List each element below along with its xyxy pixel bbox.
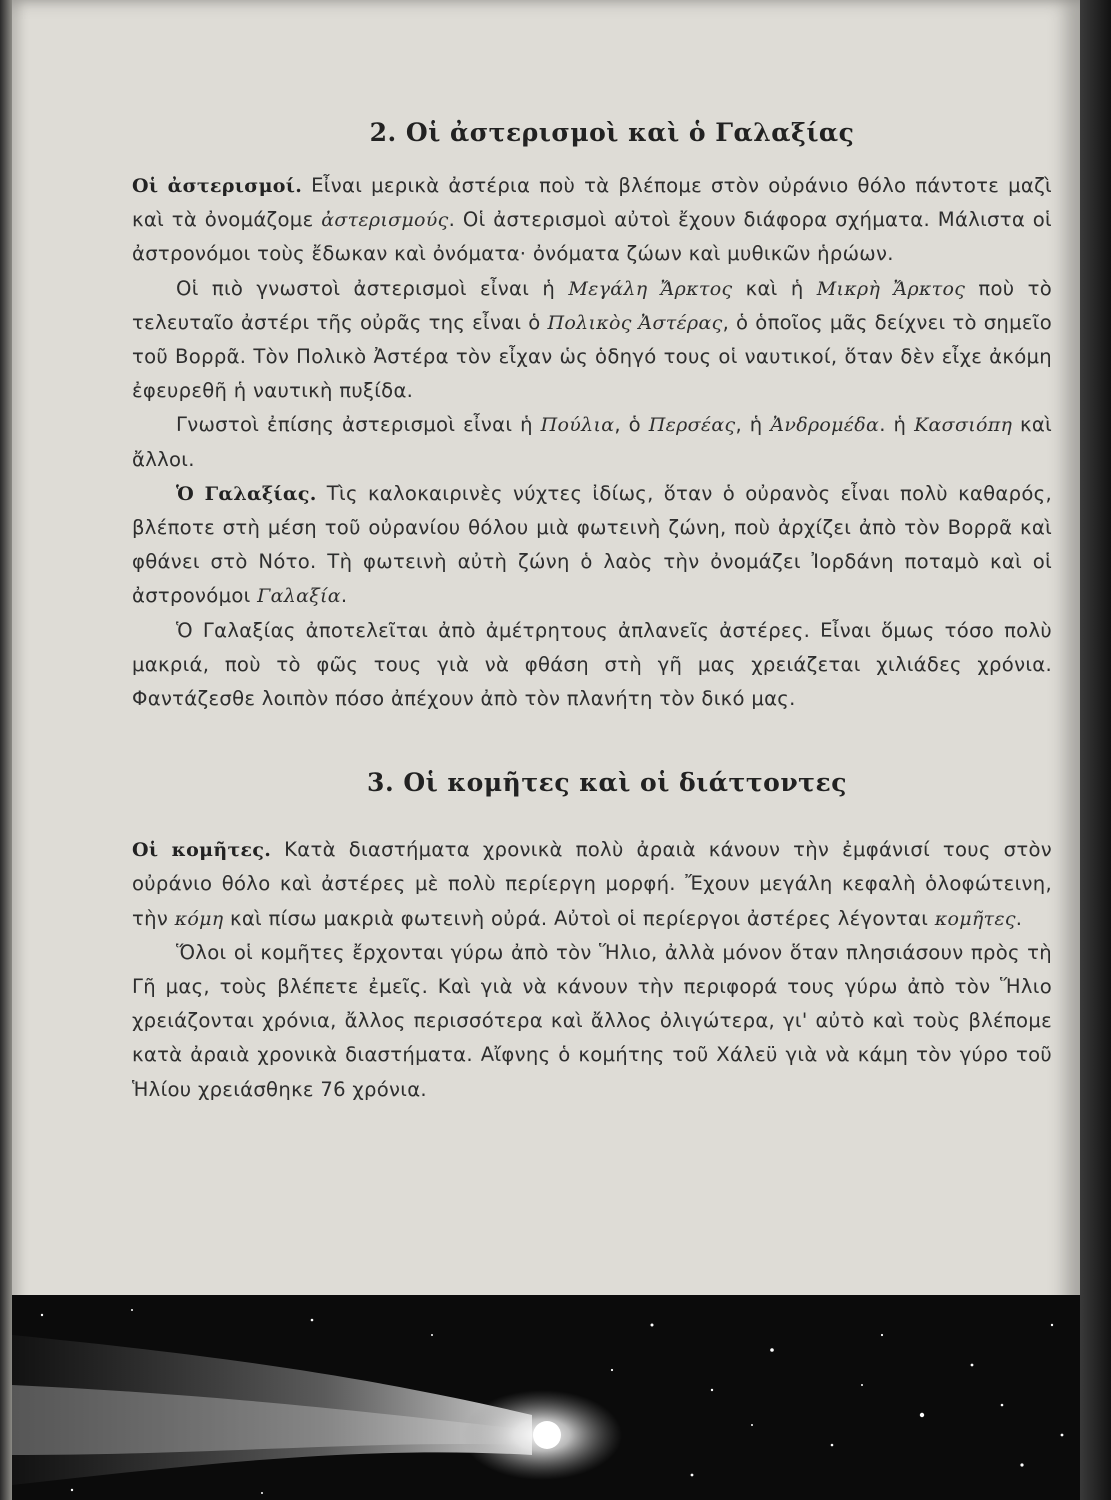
paragraph-comets: Οἱ κομῆτες. Κατὰ διαστήματα χρονικὰ πολὺ ἀραιὰ κάνουν τὴν ἐμφάνισί τους στὸν οὐράνιο θόλο καὶ ἀστέρες μὲ πολὺ περίεργη μορφή. Ἔχουν μεγάλη κεφαλὴ ὁλοφώτεινη, τὴν κόμη καὶ πίσω μακριὰ φωτεινὴ οὐρά. Αὐτοὶ οἱ περίεργοι ἀστέρες λέγονται κομῆτες. [132,838,1053,930]
page-left-shadow [0,0,12,1500]
book-page [12,0,1080,1500]
paragraph-galaxy: Ὁ Γαλαξίας. Τὶς καλοκαιρινὲς νύχτες ἰδίως, ὅταν ὁ οὐρανὸς εἶναι πολὺ καθαρός, βλέποτε στὴ μέση τοῦ οὐρανίου θόλου μιὰ φωτεινὴ ζώνη, ποὺ ἀρχίζει ἀπὸ τὸν Βορρᾶ καὶ φθάνει στὸ Νότο. Τὴ φωτεινὴ αὐτὴ ζώνη ὁ λαὸς τὴν ὀνομάζει Ἰορδάνη ποταμὸ καὶ οἱ ἀστρονόμοι Γαλαξία. [132,481,1052,608]
paragraph-galaxy-stars: Ὁ Γαλαξίας ἀποτελεῖται ἀπὸ ἀμέτρητους ἀπλανεῖς ἀστέρες. Εἶναι ὅμως τόσο πολὺ μακριά, ποὺ τὸ φῶς τους γιὰ νὰ φθάση στὴ γῆ μας χρειάζεται χιλιάδες χρόνια. Φαντάζεσθε λοιπὸν πόσο ἀπέχουν ἀπὸ τὸν πλανήτη τὸν δικό μας. [132,618,1052,711]
lead-term: Ὁ Γαλαξίας. [176,482,317,505]
lead-term: Οἱ ἀστερισμοί. [132,175,303,197]
section-heading-constellations: 2. Οἱ ἀστερισμοὶ καὶ ὁ Γαλαξίας [369,118,855,147]
page-content [132,118,1052,1107]
section-heading-comets: 3. Οἱ κομῆτες καὶ οἱ διάττοντες [367,768,847,798]
paragraph-known-constellations: Οἱ πιὸ γνωστοὶ ἀστερισμοὶ εἶναι ἡ Μεγάλη Ἄρκτος καὶ ἡ Μικρὴ Ἄρκτος ποὺ τὸ τελευταῖο ἀστέρι τῆς οὐρᾶς της εἶναι ὁ Πολικὸς Ἀστέρας, ὁ ὁποῖος μᾶς δείχνει τὸ σημεῖο τοῦ Βορρᾶ. Τὸν Πολικὸ Ἀστέρα τὸν εἶχαν ὡς ὁδηγό τους οἱ ναυτικοί, ὅταν δὲν εἶχε ἀκόμη ἐφευρεθῆ ἡ ναυτικὴ πυξίδα. [132,276,1053,403]
page-right-shadow [1080,0,1111,1500]
lead-term: Οἱ κομῆτες. [132,839,272,862]
paragraph-constellations: Οἱ ἀστερισμοί. Εἶναι μερικὰ ἀστέρια ποὺ τὰ βλέπομε στὸν οὐράνιο θόλο πάντοτε μαζὶ καὶ τὰ ὀνομάζομε ἀστερισμούς. Οἱ ἀστερισμοὶ αὐτοὶ ἔχουν διάφορα σχήματα. Μάλιστα οἱ ἀστρονόμοι τοὺς ἔδωκαν καὶ ὀνόματα· ὀνόματα ζώων καὶ μυθικῶν ἡρώων. [132,174,1052,266]
paragraph-other-constellations: Γνωστοὶ ἐπίσης ἀστερισμοὶ εἶναι ἡ Πούλια, ὁ Περσέας, ἡ Ἀνδρομέδα. ἡ Κασσιόπη καὶ ἄλλοι. [132,413,1052,471]
paragraph-comet-orbits: Ὅλοι οἱ κομῆτες ἔρχονται γύρω ἀπὸ τὸν Ἥλιο, ἀλλὰ μόνον ὅταν πλησιάσουν πρὸς τὴ Γῆ μας, τοὺς βλέπετε ἐμεῖς. Καὶ γιὰ νὰ κάνουν τὴν περιφορά τους γύρω ἀπὸ τὸν Ἥλιο χρειάζονται χρόνια, ἄλλος περισσότερα καὶ ἄλλος ὀλιγώτερα, γι' αὐτὸ καὶ τοὺς βλέπομε κατὰ ἀραιὰ χρονικὰ διαστήματα. Αἴφνης ὁ κομήτης τοῦ Χάλεϋ γιὰ νὰ κάμη τὸν γύρο τοῦ Ἡλίου χρειάσθηκε 76 χρόνια. [132,940,1052,1101]
comet-image [12,1295,1080,1500]
comet-photograph [12,1295,1080,1500]
